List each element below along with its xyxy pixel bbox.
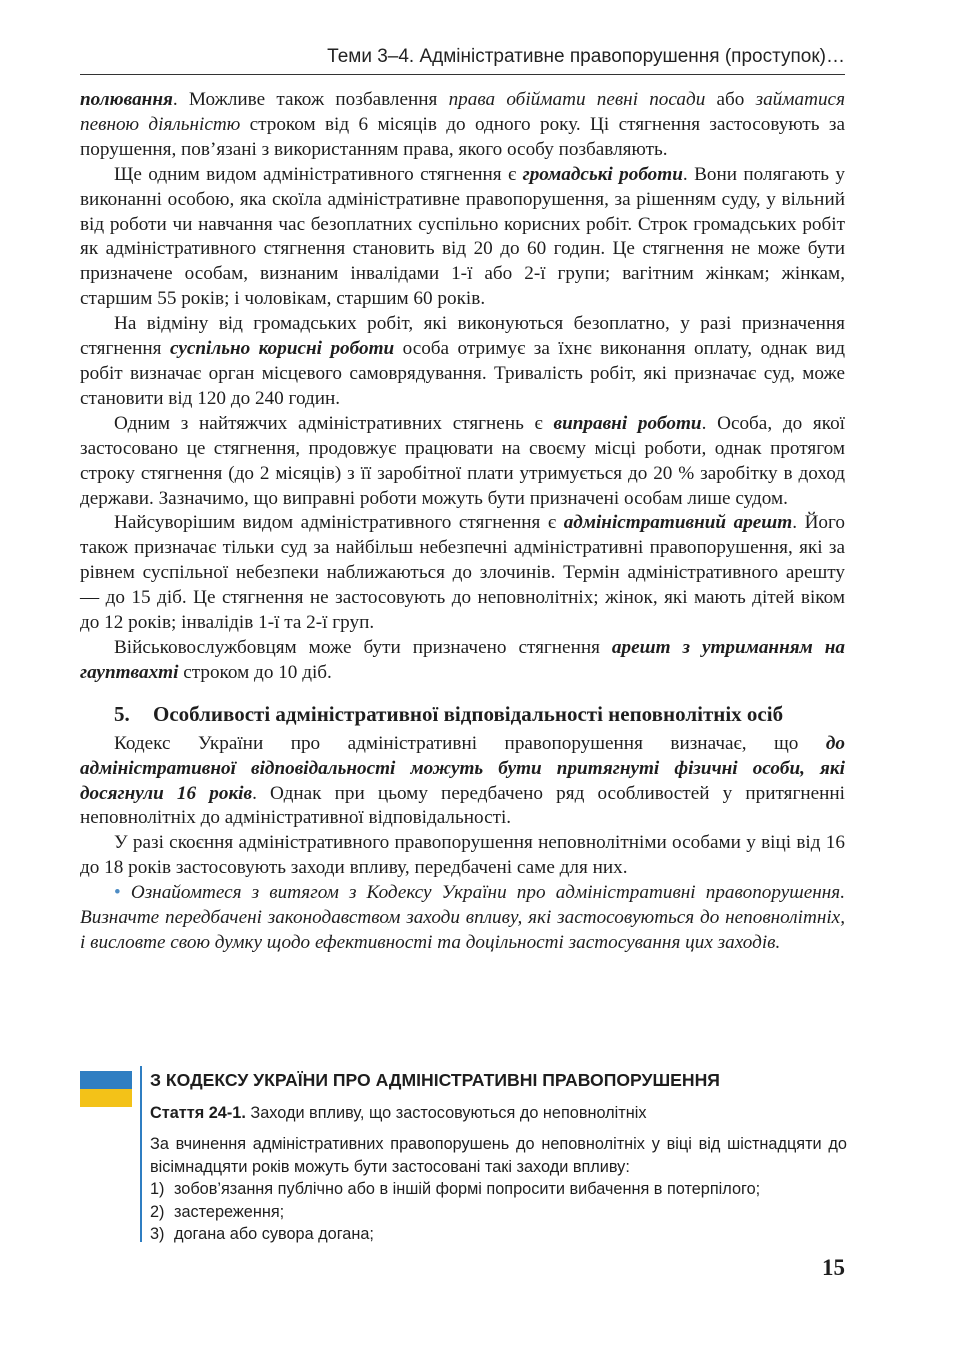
measures-list xyxy=(150,1178,847,1246)
paragraph-5 xyxy=(80,511,845,636)
list-item xyxy=(150,1178,847,1201)
term-socially-useful-works: суспільно корисні роботи xyxy=(169,338,395,360)
text-span: . Вони полягають у виконанні особою, яка скоїла адміністративне правопорушення, за рішенням суду, у вільний від роботи чи навчання час безоплатних суспільно корисних робіт. Строк громадських робіт як адміністративного стягнення становить від 20 до 60 годин. Це стягнення не може бути призначене особам, визнаним інвалідами 1-ї або 2-ї групи; вагітним жінкам; жінкам, старшим 55 років; і чоловікам, старшим 60 років. xyxy=(80,163,846,310)
term-right-to-hold-positions: права обіймати певні посади xyxy=(448,89,706,110)
flag-yellow-stripe xyxy=(80,1089,132,1107)
list-item xyxy=(150,1201,847,1224)
text-span: особа отримує за їхнє виконання оплату, однак вид робіт визначає орган місцевого самоврядування. Тривалість робіт, які призначає суд, може становити від 120 до 240 годин. xyxy=(80,338,845,409)
list-item-text: застереження; xyxy=(174,1202,285,1221)
text-span: строком від 6 місяців до одного року. Ці стягнення застосовують за порушення, пов’язані з використанням права, якого особу позбавляють. xyxy=(80,113,846,160)
section-paragraph-1 xyxy=(80,732,845,832)
paragraph-2 xyxy=(80,163,845,312)
flag-blue-stripe xyxy=(80,1071,132,1089)
text-span: або xyxy=(705,89,756,110)
text-span: строком до 10 діб. xyxy=(178,661,332,683)
text-span: . Його також призначає тільки суд за найбільш небезпечні адміністративні правопорушення, які за рівнем суспільної небезпеки наближаються до злочинів. Термін адміністративного арешту — до 15 діб. Це стягнення не застосовують до неповнолітніх; жінок, які мають дітей віком до 12 років; інвалідів 1-ї та 2-ї груп. xyxy=(80,512,846,634)
text-span: Ще одним видом адміністративного стягнення є xyxy=(114,163,523,185)
text-span: Найсуворішим видом адміністративного стягнення є xyxy=(114,512,564,534)
list-item-number: 3) xyxy=(150,1225,165,1243)
ukraine-flag-icon xyxy=(80,1071,132,1107)
paragraph-3 xyxy=(80,312,845,412)
header-rule xyxy=(80,74,845,75)
section-title: Особливості адміністративної відповідальності неповнолітніх осіб xyxy=(153,701,784,726)
text-span: На відміну від громадських робіт, які виконуються безоплатно, у разі призначення стягнення xyxy=(80,313,845,360)
article-label: Стаття 24-1. xyxy=(150,1104,246,1122)
list-item-text: зобов’язання публічно або в іншій формі попросити вибачення в потерпілого; xyxy=(174,1180,761,1198)
list-item-number: 1) xyxy=(150,1180,165,1198)
text-span: Кодекс України про адміністративні правопорушення визначає, що xyxy=(114,732,826,754)
section-paragraph-2: У разі скоєння адміністративного правопорушення неповнолітніми особами у віці від 16 до 18 років застосовують заходи впливу, передбачені саме для них. xyxy=(80,832,845,879)
text-span: . Особа, до якої застосовано це стягнення, продовжує працювати на своєму місці роботи, однак протягом строку стягнення (до 2 місяців) з її заробітної плати утримується до 20 % заробітку в доход держави. Зазначимо, що виправні роботи можуть бути призначені особам лише судом. xyxy=(80,412,845,509)
term-administrative-arrest: адміністративний арешт xyxy=(563,512,793,534)
text-span: . Однак при цьому передбачено ряд особливостей у притягненні неповнолітніх до адміністративної відповідальності. xyxy=(80,782,845,829)
list-item xyxy=(150,1223,847,1246)
term-public-works: громадські роботи xyxy=(522,163,683,185)
law-excerpt-title: З КОДЕКСУ УКРАЇНИ ПРО АДМІНІСТРАТИВНІ ПРАВОПОРУШЕННЯ xyxy=(150,1070,720,1090)
page-number: 15 xyxy=(822,1255,845,1280)
paragraph-4 xyxy=(80,412,845,512)
article-heading xyxy=(150,1104,647,1123)
term-hunting: полювання xyxy=(80,89,173,110)
term-engage-activity: займатися певною діяльністю xyxy=(80,89,845,135)
body-text xyxy=(80,88,845,956)
term-guardhouse-arrest: арешт з утриманням на гауптвахті xyxy=(80,636,845,683)
section-number: 5. xyxy=(114,701,130,726)
task-paragraph xyxy=(80,881,845,956)
text-span: Одним з найтяжчих адміністративних стягнень є xyxy=(114,412,554,434)
list-item-text: догана або сувора догана; xyxy=(174,1225,374,1243)
running-head: Теми 3–4. Адміністративне правопорушення (проступок)… xyxy=(327,46,845,67)
bullet-icon: • xyxy=(114,882,121,904)
list-item-number: 2) xyxy=(150,1202,165,1221)
law-intro: За вчинення адміністративних правопорушень до неповнолітніх у віці від шістнадцяти до вісімнадцяти років можуть бути застосовані такі заходи впливу: xyxy=(150,1135,847,1176)
text-span: . Можливе також позбавлення xyxy=(172,89,449,110)
term-liability-from-16: до адміністративної відповідальності можуть бути притягнуті фізичні особи, які досягнули 16 років xyxy=(80,732,845,804)
text-span: Військовослужбовцям може бути призначено стягнення xyxy=(114,636,612,658)
paragraph-6 xyxy=(80,636,845,686)
law-excerpt-box xyxy=(140,1066,847,1242)
task-text: Ознайомтеся з витягом з Кодексу України про адміністративні правопорушення. Визначте передбачені законодавством заходи впливу, які застосовуються до неповнолітніх, і висловте свою думку щодо ефективності та доцільності застосування цих заходів. xyxy=(80,882,845,953)
article-title: Заходи впливу, що застосовуються до неповнолітніх xyxy=(245,1104,647,1122)
term-correctional-works: виправні роботи xyxy=(553,412,702,434)
section-heading xyxy=(80,702,845,726)
law-excerpt-body xyxy=(150,1133,847,1246)
paragraph-1 xyxy=(80,88,845,163)
